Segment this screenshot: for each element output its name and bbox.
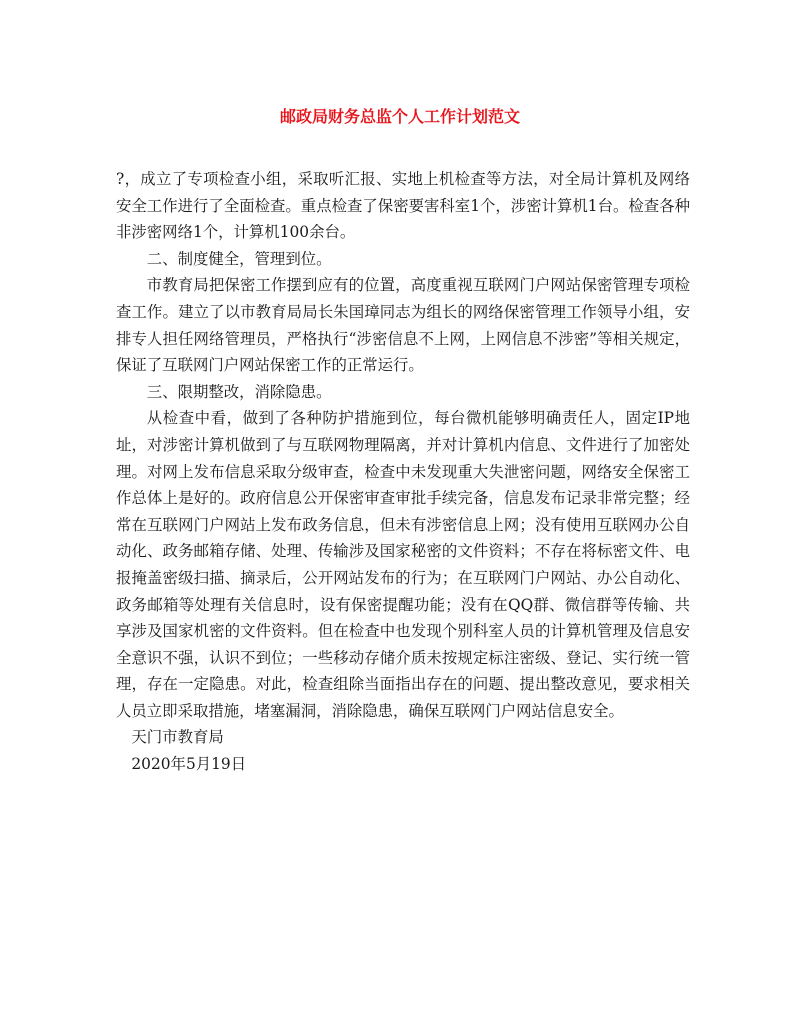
signature-date: 2020年5月19日 (131, 755, 247, 774)
document-body (116, 166, 690, 778)
section-heading-rectification: 三、限期整改，消除隐患。 (146, 382, 332, 401)
signature-organization: 天门市教育局 (131, 728, 224, 747)
paragraph-rectification-details: 从检查中看，做到了各种防护措施到位，每台微机能够明确责任人，固定IP地址，对涉密计算机做到了与互联网物理隔离，并对计算机内信息、文件进行了加密处理。对网上发布信息采取分级审查，检查中未发现重大失泄密问题，网络安全保密工作总体上是好的。政府信息公开保密审查审批手续完备，信息发布记录非常完整；经常在互联网门户网站上发布政务信息，但未有涉密信息上网；没有使用互联网办公自动化、政务邮箱存储、处理、传输涉及国家秘密的文件资料；不存在将标密文件、电报掩盖密级扫描、摘录后，公开网站发布的行为；在互联网门户网站、办公自动化、政务邮箱等处理有关信息时，设有保密提醒功能；没有在QQ群、微信群等传输、共享涉及国家机密的文件资料。但在检查中也发现个别科室人员的计算机管理及信息安全意识不强，认识不到位；一些移动存储介质未按规定标注密级、登记、实行统一管理，存在一定隐患。对此，检查组除当面指出存在的问题、提出整改意见，要求相关人员立即采取措施，堵塞漏洞，消除隐患，确保互联网门户网站信息安全。 (116, 409, 690, 720)
document-title: 邮政局财务总监个人工作计划范文 (279, 107, 520, 126)
paragraph-system-management: 市教育局把保密工作摆到应有的位置，高度重视互联网门户网站保密管理专项检查工作。建立了以市教育局局长朱国璋同志为组长的网络保密管理工作领导小组，安排专人担任网络管理员，严格执行“涉密信息不上网，上网信息不涉密”等相关规定，保证了互联网门户网站保密工作的正常运行。 (116, 276, 690, 375)
section-heading-system: 二、制度健全，管理到位。 (146, 249, 332, 268)
paragraph-inspection-summary: ?，成立了专项检查小组，采取听汇报、实地上机检查等方法，对全局计算机及网络安全工作进行了全面检查。重点检查了保密要害科室1个，涉密计算机1台。检查各种非涉密网络1个，计算机100余台。 (116, 170, 690, 242)
